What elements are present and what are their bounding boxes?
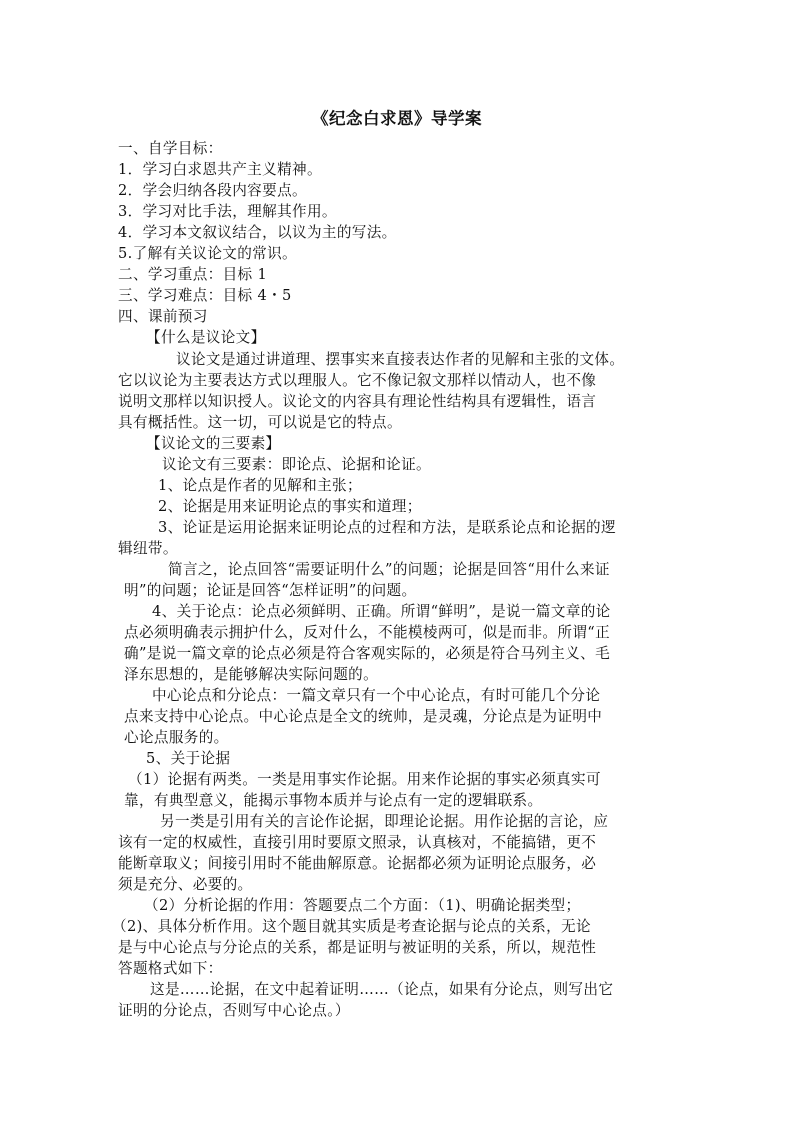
text-line: （1）论据有两类。一类是用事实作论据。用来作论据的事实必须真实可 [128, 771, 601, 788]
text-line: 4、关于论点：论点必须鲜明、正确。所谓“鲜明”，是说一篇文章的论 [152, 603, 611, 620]
text-line: 议论文是通过讲道理、摆事实来直接表达作者的见解和主张的文体。 [176, 351, 625, 368]
text-line: 5.了解有关议论文的常识。 [118, 245, 298, 262]
text-line: 该有一定的权威性，直接引用时要原文照录，认真核对，不能搞错，更不 [118, 834, 597, 851]
document-title: 《纪念白求恩》导学案 [312, 109, 482, 128]
text-line: 4．学习本文叙议结合，以议为主的写法。 [118, 224, 397, 241]
text-line: 辑纽带。 [118, 540, 178, 557]
text-line: 1、论点是作者的见解和主张； [158, 477, 362, 494]
subsection-heading: 【什么是议论文】 [146, 329, 266, 346]
text-line: 靠，有典型意义，能揭示事物本质并与论点有一定的逻辑联系。 [124, 792, 543, 809]
section-heading: 一、自学目标： [118, 140, 223, 157]
text-line: 点必须明确表示拥护什么，反对什么，不能模棱两可，似是而非。所谓“正 [124, 624, 611, 641]
text-line: （2）分析论据的作用：答题要点二个方面：（1)、明确论据类型； [144, 897, 581, 914]
text-line: 说明文那样以知识授人。议论文的内容具有理论性结构具有逻辑性，语言 [118, 393, 597, 410]
section-heading: 四、课前预习 [118, 308, 208, 325]
text-line: 另一类是引用有关的言论作论据，即理论论据。用作论据的言论，应 [160, 813, 609, 830]
subsection-heading: 5、关于论据 [146, 750, 231, 767]
text-line: 证明的分论点，否则写中心论点。） [118, 1002, 350, 1019]
subsection-heading: 【议论文的三要素】 [146, 435, 281, 452]
text-line: 2、论据是用来证明论点的事实和道理； [158, 498, 422, 515]
text-line: 3、论证是运用论据来证明论点的过程和方法，是联系论点和论据的逻 [158, 519, 616, 536]
text-line: 3．学习对比手法，理解其作用。 [118, 203, 337, 220]
text-line: 是与中心论点与分论点的关系，都是证明与被证明的关系，所以，规范性 [118, 939, 597, 956]
text-line: 能断章取义；间接引用时不能曲解原意。论据都必须为证明论点服务，必 [118, 855, 597, 872]
text-line: 这是……论据，在文中起着证明……（论点，如果有分论点，则写出它 [150, 981, 614, 998]
text-line: （2)、具体分析作用。这个题目就其实质是考查论据与论点的关系，无论 [112, 918, 591, 935]
text-line: 须是充分、必要的。 [118, 876, 253, 893]
section-heading: 二、学习重点：目标 1 [118, 266, 268, 283]
text-line: 简言之，论点回答“需要证明什么”的问题；论据是回答“用什么来证 [168, 561, 610, 578]
text-line: 1．学习白求恩共产主义精神。 [118, 161, 322, 178]
text-line: 它以议论为主要表达方式以理服人。它不像记叙文那样以情动人，也不像 [118, 372, 597, 389]
text-line: 点来支持中心论点。中心论点是全文的统帅，是灵魂，分论点是为证明中 [124, 708, 603, 725]
text-line: 心论点服务的。 [124, 729, 229, 746]
text-line: 中心论点和分论点：一篇文章只有一个中心论点，有时可能几个分论 [152, 687, 601, 704]
text-line: 答题格式如下： [118, 960, 223, 977]
text-line: 议论文有三要素：即论点、论据和论证。 [162, 456, 431, 473]
text-line: 2．学会归纳各段内容要点。 [118, 182, 307, 199]
text-line: 泽东思想的，是能够解决实际问题的。 [124, 666, 379, 683]
text-line: 确”是说一篇文章的论点必须是符合客观实际的，必须是符合马列主义、毛 [124, 645, 611, 662]
text-line: 具有概括性。这一切，可以说是它的特点。 [118, 414, 402, 431]
text-line: 明”的问题；论证是回答“怎样证明”的问题。 [124, 582, 417, 599]
section-heading: 三、学习难点：目标 4・5 [118, 287, 292, 304]
